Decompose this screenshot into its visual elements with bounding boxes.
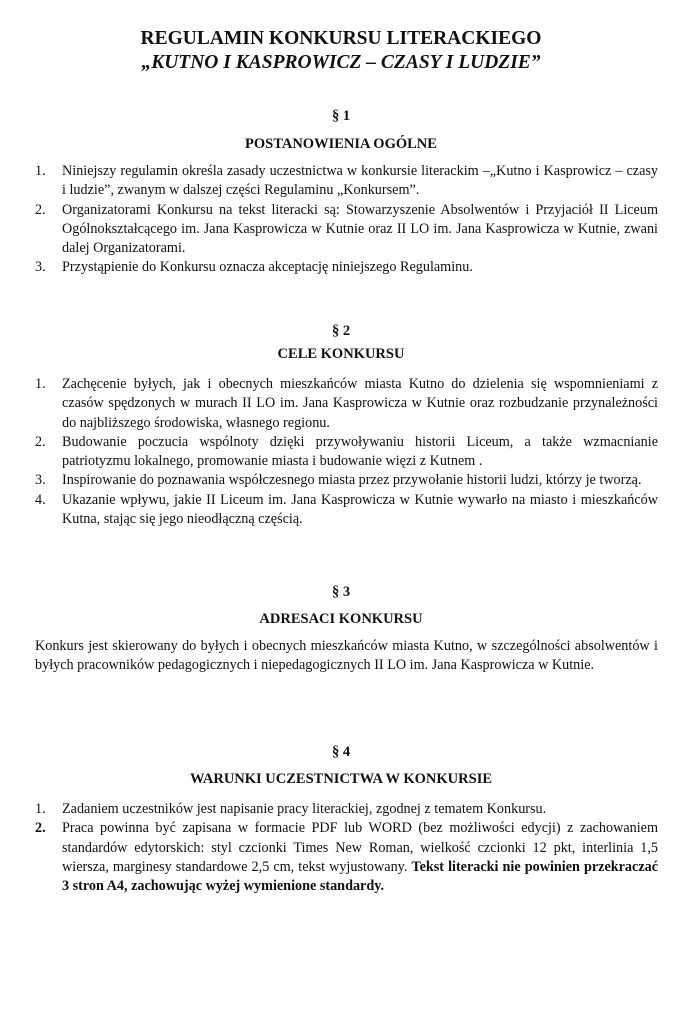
list-item-bold-text: Tekst literacki nie powinien przekraczać 3 stron A4, zachowując wyżej wymienione standardy. bbox=[62, 858, 659, 895]
document-title: REGULAMIN KONKURSU LITERACKIEGO bbox=[140, 28, 542, 49]
list-item bbox=[35, 471, 658, 490]
list-item-text: Inspirowanie do poznawania współczesnego miasta przez przywołanie historii ludzi, którzy je tworzą. bbox=[62, 472, 642, 489]
section-2-list bbox=[35, 375, 658, 529]
list-item bbox=[35, 258, 658, 277]
list-item bbox=[35, 162, 658, 201]
list-item-text: Przystąpienie do Konkursu oznacza akceptację niniejszego Regulaminu. bbox=[62, 259, 473, 276]
list-item-number: 2. bbox=[35, 201, 46, 218]
list-item-text: Budowanie poczucia wspólnoty dzięki przywoływaniu historii Liceum, a także wzmacnianie patriotyzmu lokalnego, promowanie miasta i budowanie więzi z Kutnem . bbox=[62, 433, 658, 470]
section-2-heading: CELE KONKURSU bbox=[277, 346, 405, 362]
document-subtitle: „KUTNO I KASPROWICZ – CZASY I LUDZIE” bbox=[141, 52, 541, 73]
section-1-number: § 1 bbox=[331, 108, 351, 124]
list-item-text: Zadaniem uczestników jest napisanie pracy literackiej, zgodnej z tematem Konkursu. bbox=[62, 801, 547, 817]
list-item-text: Organizatorami Konkursu na tekst literacki są: Stowarzyszenie Absolwentów i Przyjaciół II Liceum Ogólnokształcącego im. Jana Kasprowicza w Kutnie oraz II LO im. Jana Kasprowicza w Kutnie, zwani dalej Organizatorami. bbox=[62, 201, 658, 257]
list-item-number: 1. bbox=[35, 801, 46, 817]
list-item-text: Zachęcenie byłych, jak i obecnych mieszkańców miasta Kutno do dzielenia się wspomnieniami z czasów spędzonych w murach II LO im. Jana Kasprowicza w Kutnie oraz rozbudzanie przynależności do najbliższego środowiska, własnego regionu. bbox=[62, 376, 658, 431]
section-1-heading: POSTANOWIENIA OGÓLNE bbox=[245, 136, 437, 152]
list-item-number: 2. bbox=[35, 433, 46, 450]
list-item bbox=[35, 800, 658, 819]
list-item bbox=[35, 375, 658, 433]
section-3-text: Konkurs jest skierowany do byłych i obecnych mieszkańców miasta Kutno, w szczególności absolwentów i byłych pracowników pedagogicznych i niepedagogicznych II LO im. Jana Kasprowicza w Kutnie. bbox=[35, 638, 658, 674]
list-item-number: 2. bbox=[35, 820, 46, 837]
list-item-text: Niniejszy regulamin określa zasady uczestnictwa w konkursie literackim –„Kutno i Kasprowicz – czasy i ludzie”, zwanym w dalszej części Regulaminu „Konkursem”. bbox=[62, 163, 658, 199]
list-item-number: 3. bbox=[35, 259, 46, 276]
list-item-number: 1. bbox=[35, 376, 46, 392]
section-1-list bbox=[35, 162, 658, 278]
section-4-heading: WARUNKI UCZESTNICTWA W KONKURSIE bbox=[189, 771, 493, 787]
section-3-heading: ADRESACI KONKURSU bbox=[259, 611, 423, 627]
list-item bbox=[35, 819, 658, 896]
list-item-number: 4. bbox=[35, 491, 46, 508]
list-item bbox=[35, 433, 658, 472]
section-4-number: § 4 bbox=[331, 744, 351, 760]
list-item-number: 1. bbox=[35, 163, 46, 179]
section-3-number: § 3 bbox=[331, 584, 351, 600]
list-item-number: 3. bbox=[35, 472, 46, 489]
section-2-number: § 2 bbox=[331, 323, 351, 339]
list-item-text: Praca powinna być zapisana w formacie PDF lub WORD (bez możliwości edycji) z zachowaniem standardów edytorskich: styl czcionki Times New Roman, wielkość czcionki 12 pkt, interlinia 1,5 wiersza, marginesy standardowe 2,5 cm, tekst wyjustowany. bbox=[62, 820, 658, 875]
list-item bbox=[35, 201, 658, 259]
list-item-text: Ukazanie wpływu, jakie II Liceum im. Jana Kasprowicza w Kutnie wywarło na miasto i mieszkańców Kutna, stając się jego nieodłączną częścią. bbox=[62, 491, 658, 528]
list-item bbox=[35, 491, 658, 530]
section-4-list bbox=[35, 800, 658, 896]
